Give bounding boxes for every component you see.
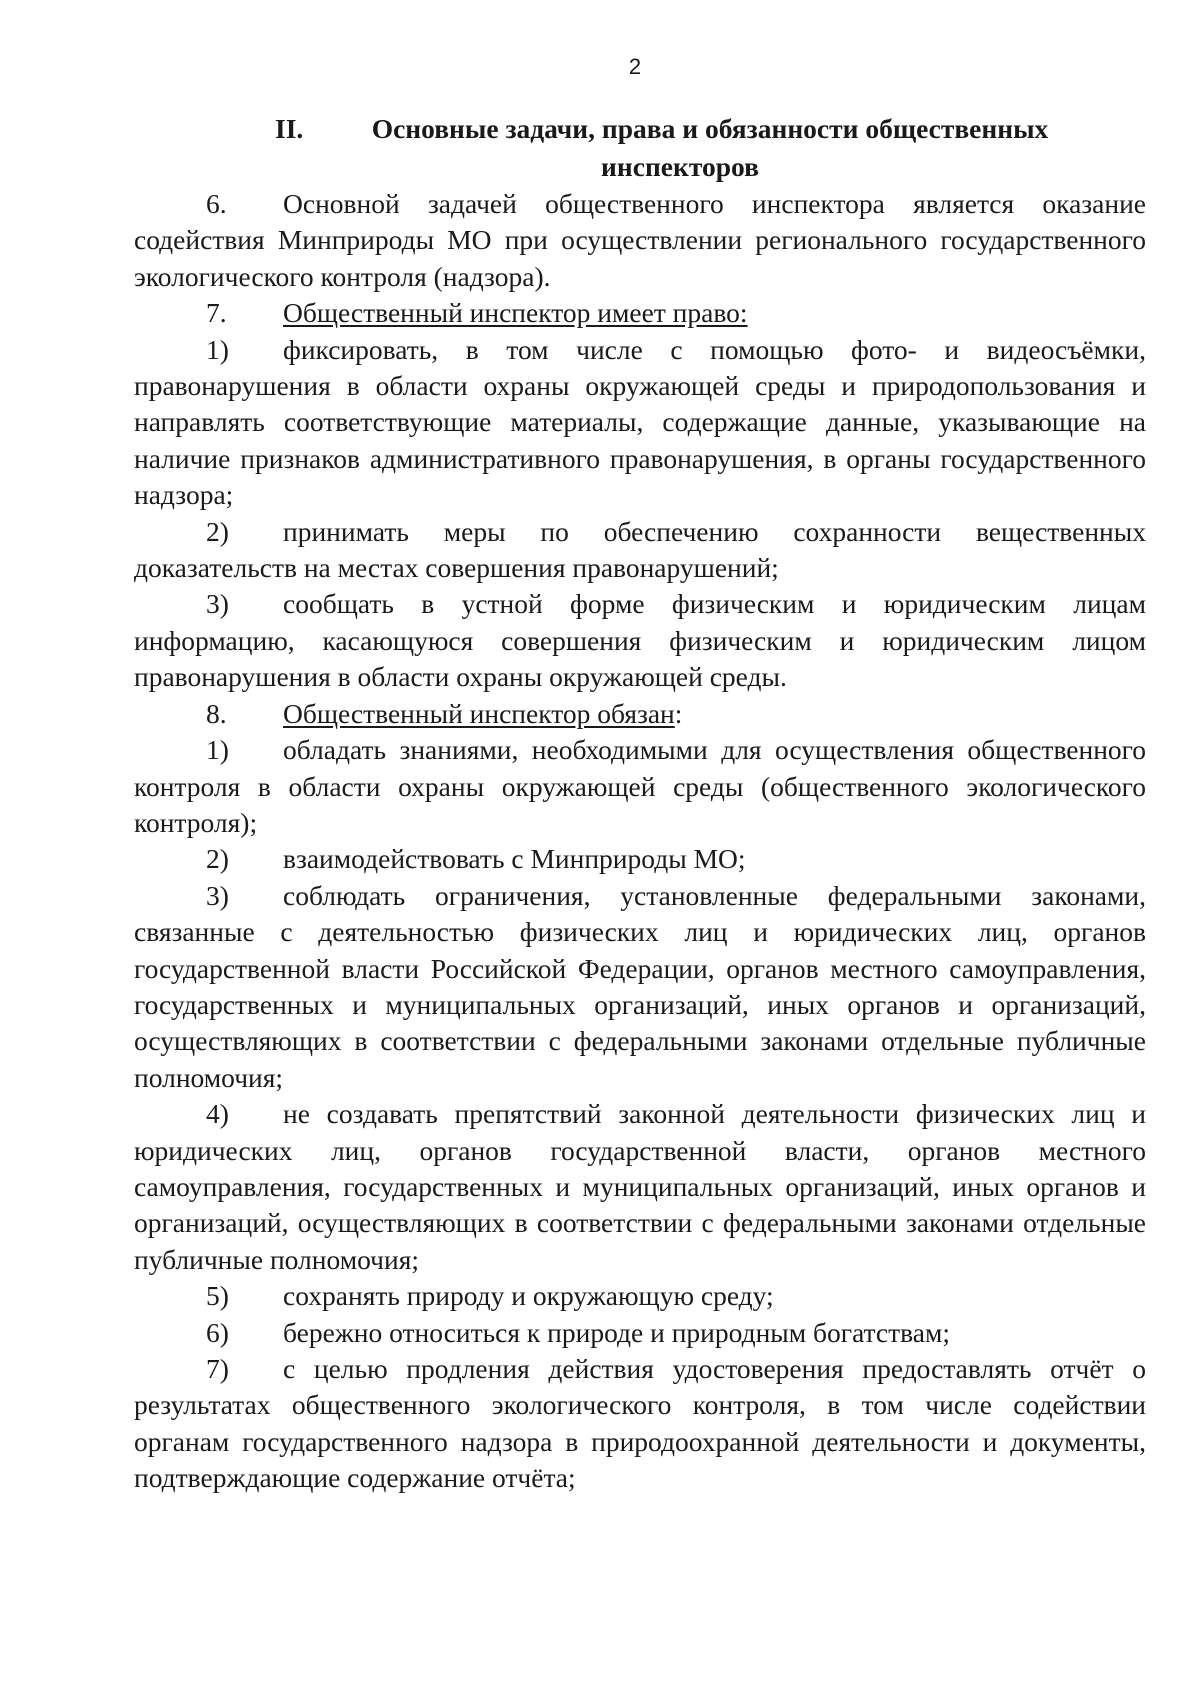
- item-text: с целью продления действия удостоверения предоставлять отчёт о результатах общественного экологического контроля, в том числе содействии органам государственного надзора в природоохранной деятельности и документы, подтверждающие содержание отчёта;: [134, 1353, 1146, 1494]
- page-number: 2: [628, 54, 642, 79]
- paragraph-heading: Общественный инспектор имеет право:: [283, 297, 748, 329]
- item-number: 1): [206, 734, 229, 766]
- paragraph-8-item-7: [134, 1351, 1146, 1497]
- item-text: обладать знаниями, необходимыми для осуществления общественного контроля в области охраны окружающей среды (общественного экологического контроля);: [134, 734, 1146, 838]
- paragraph-8-heading: [134, 696, 1146, 732]
- paragraph-7-item-1: [134, 332, 1146, 514]
- item-text: фиксировать, в том числе с помощью фото- и видеосъёмки, правонарушения в области охраны окружающей среды и природопользования и направлять соответствующие материалы, содержащие данные, указывающие на наличие признаков административного правонарушения, в органы государственного надзора;: [134, 333, 1146, 511]
- item-text: не создавать препятствий законной деятельности физических лиц и юридических лиц, органов государственной власти, органов местного самоуправления, государственных и муниципальных организаций, иных органов и организаций, осуществляющих в соответствии с федеральными законами отдельные публичные полномочия;: [134, 1098, 1146, 1275]
- item-number: 3): [206, 879, 229, 911]
- paragraph-8-item-3: [134, 878, 1146, 1096]
- item-number: 1): [206, 333, 229, 365]
- paragraph-7-item-2: [134, 514, 1146, 587]
- paragraph-number: 7.: [206, 297, 227, 329]
- paragraph-7-heading: [134, 295, 1146, 331]
- section-heading: [270, 110, 1090, 186]
- item-text: принимать меры по обеспечению сохранности вещественных доказательств на местах совершения правонарушений;: [134, 515, 1146, 584]
- document-body: [134, 186, 1146, 1497]
- paragraph-8-item-4: [134, 1096, 1146, 1278]
- item-number: 5): [206, 1280, 229, 1312]
- paragraph-8-item-2: [134, 841, 1146, 877]
- paragraph-8-item-5: [134, 1278, 1146, 1314]
- paragraph-7-item-3: [134, 586, 1146, 695]
- paragraph-6: [134, 186, 1146, 295]
- item-number: 3): [206, 588, 229, 620]
- section-title-line2: инспекторов: [601, 151, 759, 182]
- item-number: 2): [206, 515, 229, 547]
- item-number: 2): [206, 843, 229, 875]
- item-text: сохранять природу и окружающую среду;: [283, 1280, 774, 1312]
- item-number: 4): [206, 1098, 229, 1130]
- item-number: 6): [206, 1316, 229, 1348]
- item-text: взаимодействовать с Минприроды МО;: [283, 843, 746, 875]
- paragraph-8-item-1: [134, 732, 1146, 841]
- paragraph-heading: Общественный инспектор обязан: [283, 697, 675, 729]
- section-number: II.: [275, 113, 304, 144]
- section-title-line1: Основные задачи, права и обязанности общественных: [371, 113, 1049, 144]
- item-text: бережно относиться к природе и природным богатствам;: [283, 1316, 951, 1348]
- item-text: соблюдать ограничения, установленные федеральными законами, связанные с деятельностью физических лиц и юридических лиц, органов государственной власти Российской Федерации, органов местного самоуправления, государственных и муниципальных организаций, иных органов и организаций, осуществляющих в соответствии с федеральными законами отдельные публичные полномочия;: [134, 879, 1146, 1093]
- item-number: 7): [206, 1353, 229, 1384]
- paragraph-heading-suffix: :: [674, 697, 683, 729]
- paragraph-text: Основной задачей общественного инспектора является оказание содействия Минприроды МО при осуществлении регионального государственного экологического контроля (надзора).: [134, 188, 1146, 292]
- paragraph-8-item-6: [134, 1315, 1146, 1351]
- item-text: сообщать в устной форме физическим и юридическим лицам информацию, касающуюся совершения физическим и юридическим лицом правонарушения в области охраны окружающей среды.: [134, 588, 1146, 693]
- paragraph-number: 6.: [206, 188, 227, 219]
- paragraph-number: 8.: [206, 697, 227, 729]
